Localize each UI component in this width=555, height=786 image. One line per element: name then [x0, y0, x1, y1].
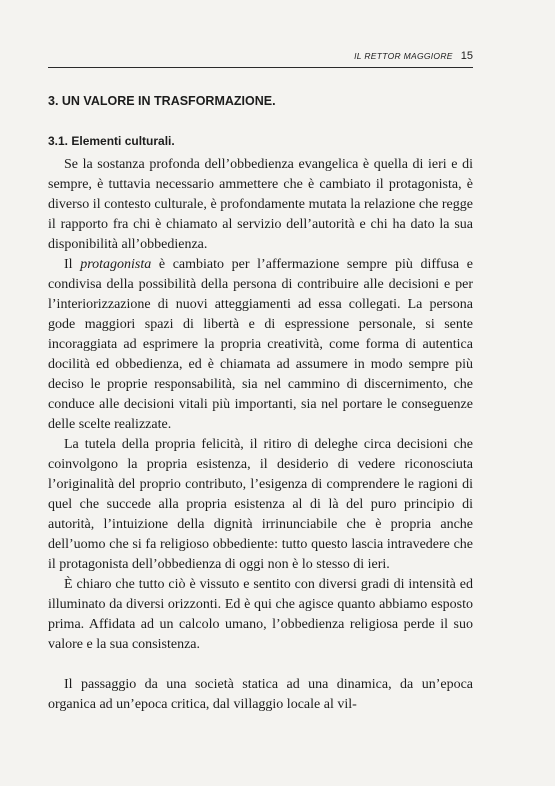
running-head	[48, 50, 473, 62]
header-rule	[48, 67, 473, 68]
paragraph-4: È chiaro che tutto ciò è vissuto e sentito con diversi gradi di intensità ed illuminato da diversi orizzonti. Ed è qui che agisce quanto abbiamo esposto prima. Affidata ad un calcolo umano, l’obbedienza religiosa perde il suo valore e la sua consistenza.	[48, 577, 473, 652]
paragraph-5: Il passaggio da una società statica ad una dinamica, da un’epoca organica ad un’epoca critica, dal villaggio locale al vil-	[48, 677, 473, 712]
paragraph-2	[48, 255, 473, 435]
subsection-heading: 3.1. Elementi culturali.	[48, 134, 175, 148]
paragraph-2-lead: Il	[64, 257, 81, 272]
paragraph-2-text: è cambiato per l’affermazione sempre più diffusa e condivisa della possibilità della persona di contribuire alle decisioni e per l’interiorizzazione di nuovi atteggiamenti ad essa collegati. La persona gode maggiori spazi di libertà e di espressione personale, si sente incoraggiata ad esprimere la propria creatività, come forma di autentica docilità ed obbedienza, ed è chiamata ad assumere in modo sempre più deciso le proprie responsabilità, sia nel cammino di discernimento, che conduce alle decisioni vitali più importanti, sia nel portare le conseguenze delle scelte realizzate.	[48, 257, 473, 432]
running-title: IL RETTOR MAGGIORE	[354, 51, 453, 61]
page-number: 15	[460, 50, 473, 62]
emphasis-protagonista: protagonista	[80, 257, 152, 272]
page-body	[48, 92, 473, 715]
paragraph-3: La tutela della propria felicità, il ritiro di deleghe circa decisioni che coinvolgono la propria esistenza, il desiderio di vedere riconosciuta l’originalità del proprio contributo, l’esigenza di comprendere le ragioni di quel che succede alla propria esistenza al di là del puro principio di autorità, l’intuizione della dignità irrinunciabile che è propria anche dell’uomo che si fa religioso obbediente: tutto questo lascia intravedere che il protagonista dell’obbedienza di oggi non è lo stesso di ieri.	[48, 437, 473, 572]
section-heading: 3. UN VALORE IN TRASFORMAZIONE.	[48, 94, 276, 108]
paragraph-1: Se la sostanza profonda dell’obbedienza evangelica è quella di ieri e di sempre, è tuttavia necessario ammettere che è cambiato il protagonista, è diverso il contesto culturale, è profondamente mutata la relazione che regge il rapporto fra chi è chiamato al servizio dell’autorità e chi ha dato la sua disponibilità all’obbedienza.	[48, 157, 473, 252]
